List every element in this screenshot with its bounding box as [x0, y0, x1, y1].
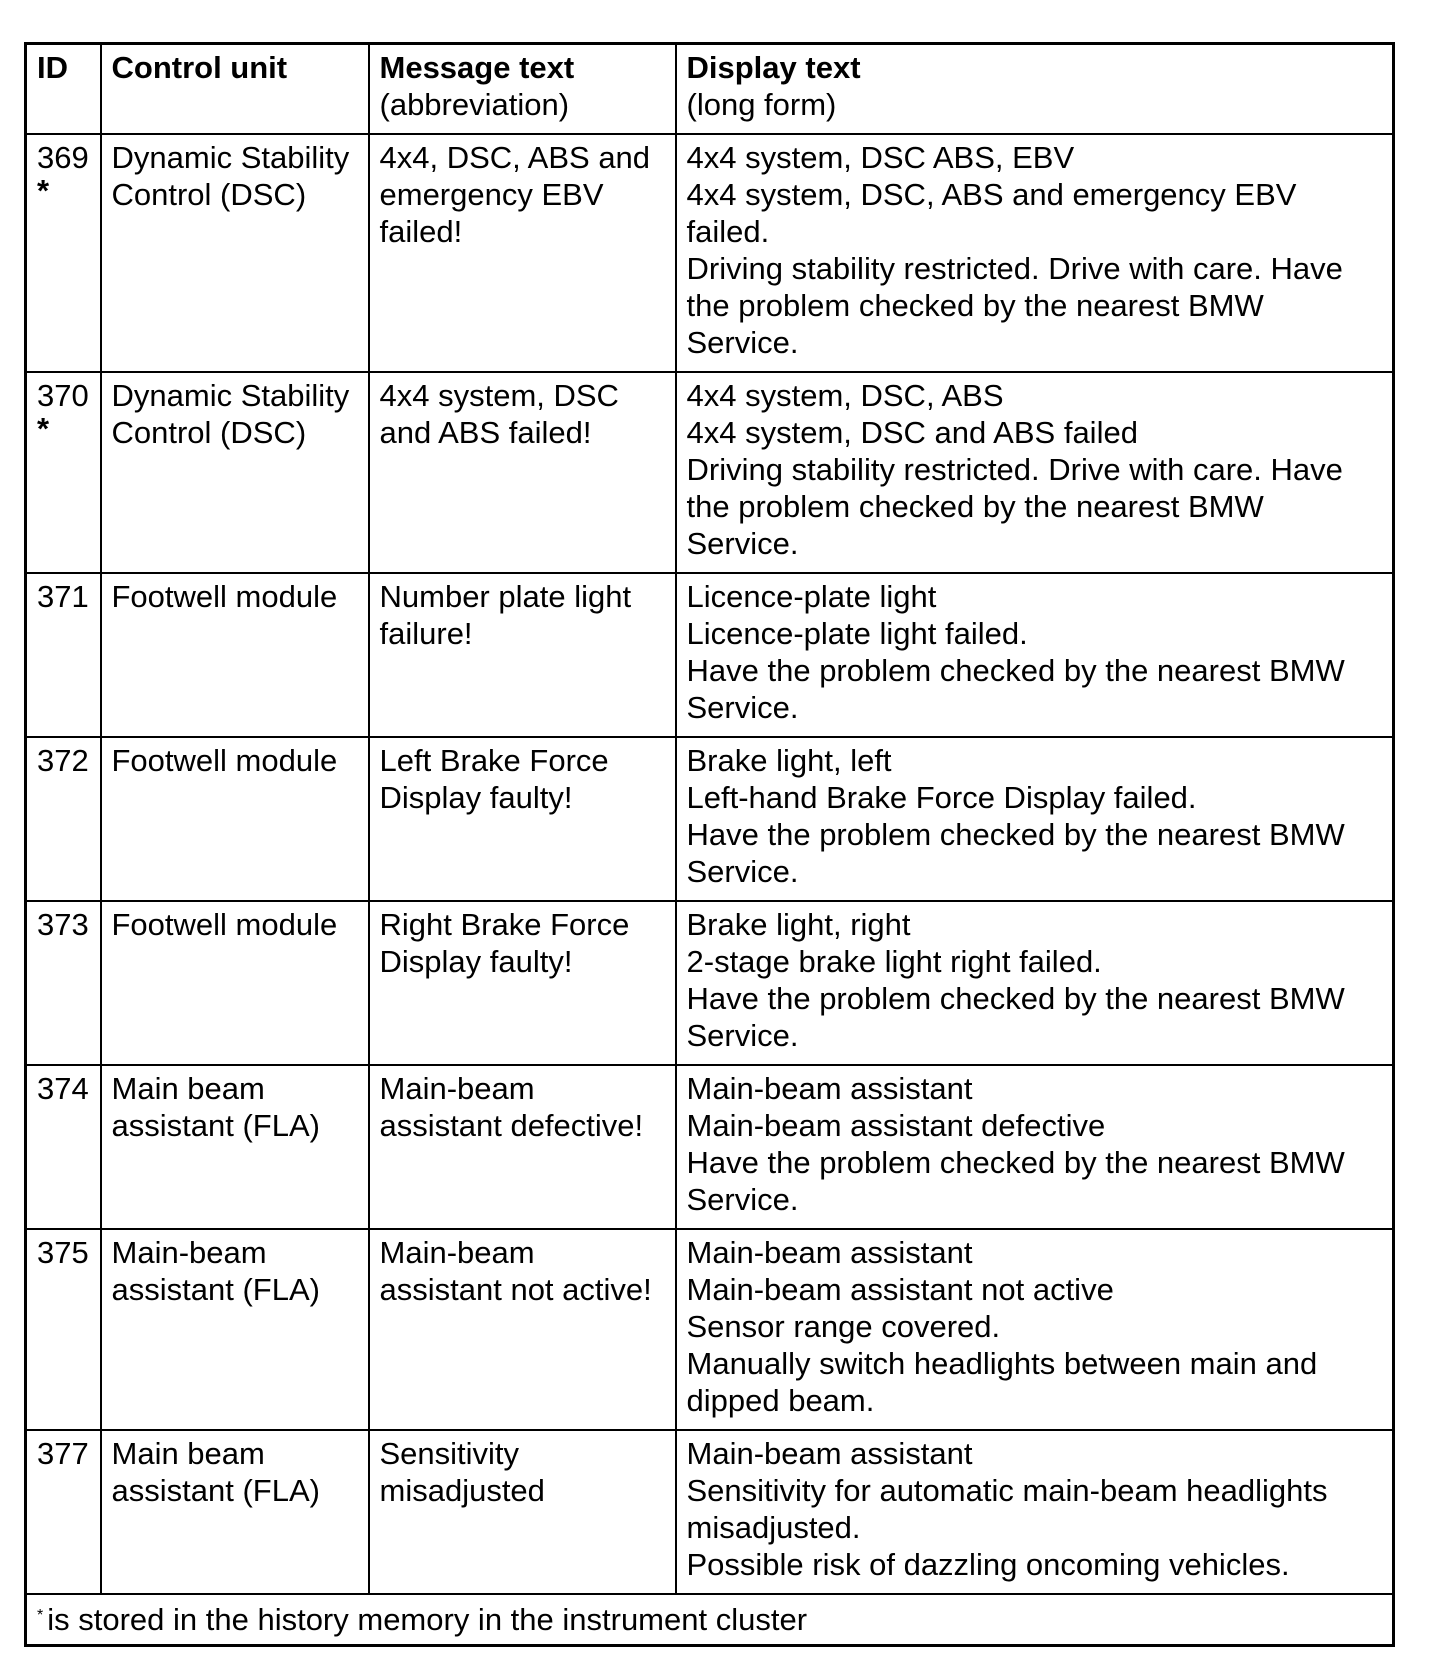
display-text-line: Have the problem checked by the nearest BMW Service. — [686, 653, 1345, 725]
display-text-line: Sensor range covered. — [686, 1309, 1001, 1344]
footnote-cell — [26, 1594, 1394, 1646]
header-display-text — [676, 44, 1394, 135]
cell-display-text — [676, 901, 1394, 1065]
table-row — [26, 1430, 1394, 1594]
cell-control-unit: Footwell module — [101, 901, 369, 1065]
cell-id — [26, 1430, 101, 1594]
history-marker: * — [37, 173, 50, 208]
header-display-text-sub: (long form) — [686, 87, 837, 122]
cell-message-text: Right Brake Force Display faulty! — [369, 901, 676, 1065]
cell-id — [26, 1229, 101, 1430]
display-text-line: Have the problem checked by the nearest BMW Service. — [686, 817, 1345, 889]
cell-control-unit: Footwell module — [101, 573, 369, 737]
row-id: 375 — [37, 1235, 89, 1270]
cell-id — [26, 1065, 101, 1229]
table-header-row — [26, 44, 1394, 135]
cell-id — [26, 134, 101, 372]
cell-id — [26, 573, 101, 737]
header-id-label: ID — [37, 50, 68, 85]
check-control-message-table — [24, 42, 1395, 1647]
cell-control-unit: Main beam assistant (FLA) — [101, 1430, 369, 1594]
header-id — [26, 44, 101, 135]
display-text-line: Main-beam assistant — [686, 1071, 973, 1106]
row-id: 373 — [37, 907, 89, 942]
display-text-line: 4x4 system, DSC ABS, EBV — [686, 140, 1075, 175]
display-text-line: Left-hand Brake Force Display failed. — [686, 780, 1197, 815]
cell-display-text — [676, 1229, 1394, 1430]
display-text-line: 4x4 system, DSC, ABS and emergency EBV failed. — [686, 177, 1297, 249]
display-text-line: Licence-plate light failed. — [686, 616, 1028, 651]
cell-message-text: Main-beam assistant defective! — [369, 1065, 676, 1229]
cell-display-text — [676, 1430, 1394, 1594]
header-control-unit — [101, 44, 369, 135]
table-body — [26, 134, 1394, 1594]
cell-control-unit: Main beam assistant (FLA) — [101, 1065, 369, 1229]
cell-control-unit: Dynamic Stability Control (DSC) — [101, 134, 369, 372]
table-row — [26, 901, 1394, 1065]
display-text-line: 2-stage brake light right failed. — [686, 944, 1102, 979]
table-row — [26, 134, 1394, 372]
table-row — [26, 1229, 1394, 1430]
cell-display-text — [676, 737, 1394, 901]
display-text-line: Have the problem checked by the nearest BMW Service. — [686, 981, 1345, 1053]
header-control-unit-label: Control unit — [111, 50, 288, 85]
header-message-text-sub: (abbreviation) — [379, 87, 570, 122]
cell-display-text — [676, 134, 1394, 372]
table-row — [26, 372, 1394, 573]
display-text-line: 4x4 system, DSC, ABS — [686, 378, 1004, 413]
display-text-line: Brake light, right — [686, 907, 911, 942]
display-text-line: Manually switch headlights between main and dipped beam. — [686, 1346, 1318, 1418]
cell-message-text: Number plate light failure! — [369, 573, 676, 737]
cell-message-text: Main-beam assistant not active! — [369, 1229, 676, 1430]
footnote-marker: * — [37, 1607, 44, 1624]
cell-control-unit: Dynamic Stability Control (DSC) — [101, 372, 369, 573]
display-text-line: Main-beam assistant defective — [686, 1108, 1106, 1143]
footnote-row — [26, 1594, 1394, 1646]
cell-display-text — [676, 372, 1394, 573]
header-message-text — [369, 44, 676, 135]
display-text-line: Driving stability restricted. Drive with care. Have the problem checked by the nearest BMW Service. — [686, 251, 1343, 360]
cell-id — [26, 372, 101, 573]
display-text-line: Driving stability restricted. Drive with care. Have the problem checked by the nearest BMW Service. — [686, 452, 1343, 561]
display-text-line: Have the problem checked by the nearest BMW Service. — [686, 1145, 1345, 1217]
cell-message-text: Sensitivity misadjusted — [369, 1430, 676, 1594]
row-id: 374 — [37, 1071, 89, 1106]
cell-message-text: 4x4 system, DSC and ABS failed! — [369, 372, 676, 573]
row-id: 377 — [37, 1436, 89, 1471]
row-id: 370 — [37, 378, 89, 413]
display-text-line: Main-beam assistant not active — [686, 1272, 1114, 1307]
display-text-line: 4x4 system, DSC and ABS failed — [686, 415, 1138, 450]
history-marker: * — [37, 411, 50, 446]
cell-message-text: Left Brake Force Display faulty! — [369, 737, 676, 901]
header-message-text-label: Message text — [379, 50, 575, 85]
cell-control-unit: Main-beam assistant (FLA) — [101, 1229, 369, 1430]
display-text-line: Main-beam assistant — [686, 1235, 973, 1270]
row-id: 371 — [37, 579, 89, 614]
display-text-line: Main-beam assistant — [686, 1436, 973, 1471]
cell-message-text: 4x4, DSC, ABS and emergency EBV failed! — [369, 134, 676, 372]
cell-id — [26, 737, 101, 901]
cell-id — [26, 901, 101, 1065]
cell-control-unit: Footwell module — [101, 737, 369, 901]
row-id: 369 — [37, 140, 89, 175]
row-id: 372 — [37, 743, 89, 778]
display-text-line: Sensitivity for automatic main-beam headlights misadjusted. — [686, 1473, 1328, 1545]
cell-display-text — [676, 573, 1394, 737]
display-text-line: Licence-plate light — [686, 579, 937, 614]
footnote-text: is stored in the history memory in the instrument cluster — [47, 1602, 808, 1637]
table-row — [26, 737, 1394, 901]
display-text-line: Possible risk of dazzling oncoming vehicles. — [686, 1547, 1290, 1582]
table-row — [26, 573, 1394, 737]
table-row — [26, 1065, 1394, 1229]
header-display-text-label: Display text — [686, 50, 861, 85]
display-text-line: Brake light, left — [686, 743, 892, 778]
cell-display-text — [676, 1065, 1394, 1229]
